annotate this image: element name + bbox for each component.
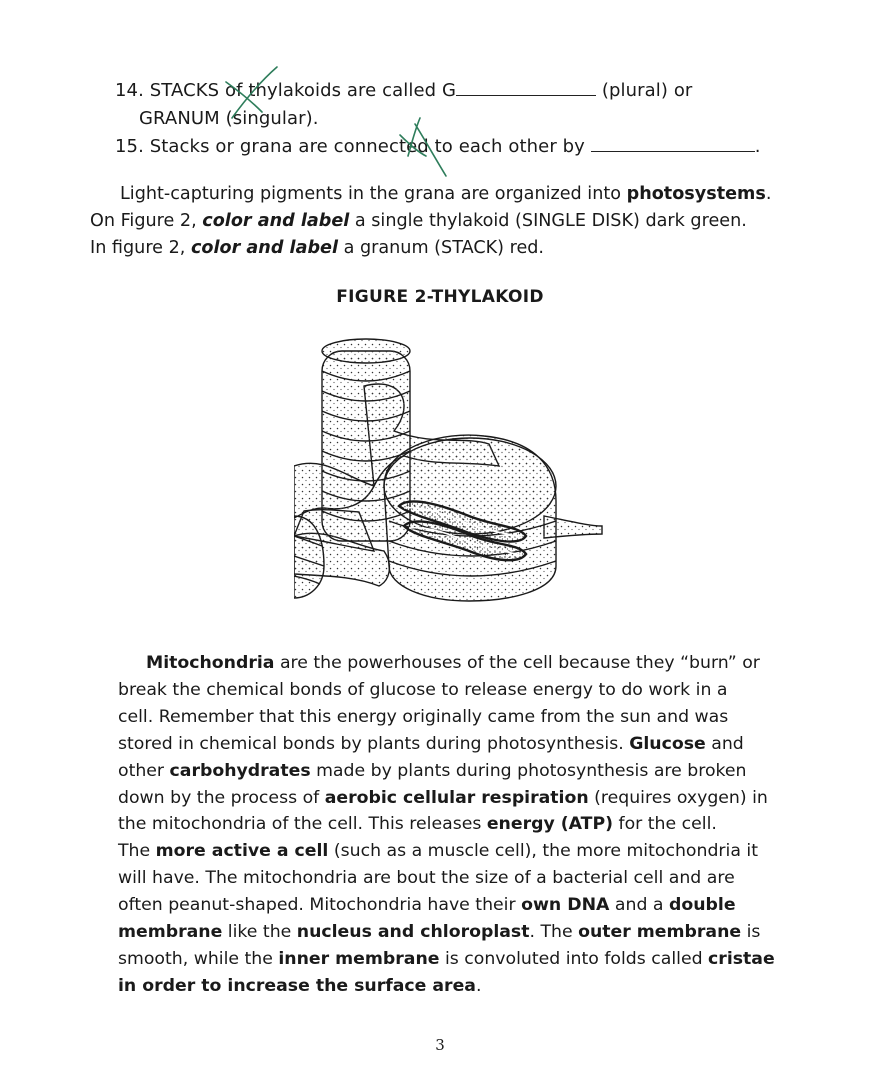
mito-line-11-text: like the <box>222 922 297 943</box>
question-14-text-a: 14. STACKS of thylakoids are called G <box>115 80 457 101</box>
question-14-text-b: (plural) or <box>601 80 693 101</box>
mito-line-4-text: stored in chemical bonds by plants during photosynthesis. <box>118 733 630 754</box>
mito-line-2: break the chemical bonds of glucose to release energy to do work in a <box>118 679 728 700</box>
question-15-text-a: 15. Stacks or grana are connected to each other by <box>115 136 585 157</box>
question-15-text-b: . <box>754 136 761 157</box>
mito-line-7-end: for the cell. <box>613 814 717 835</box>
intro-line-1 <box>90 181 771 208</box>
mito-line-8-text: The <box>118 841 156 862</box>
question-14-line1 <box>115 80 692 101</box>
mito-line-8-end: (such as a muscle cell), the more mitochondria it <box>328 841 758 862</box>
intro-line-3-end: a granum (STACK) red. <box>338 238 545 258</box>
mito-line-13-end: . <box>475 975 482 996</box>
intro-paragraph <box>90 181 771 262</box>
nucleus-chloroplast-term: nucleus and chloroplast <box>296 922 530 943</box>
cristae-term: cristae <box>708 948 775 969</box>
mito-line-11-end: is <box>741 922 761 943</box>
mito-line-1 <box>118 650 818 677</box>
mito-line-7 <box>118 811 818 838</box>
mito-line-10-text: often peanut-shaped. Mitochondria have their <box>118 895 522 916</box>
mito-line-10-mid: and a <box>609 895 670 916</box>
intro-line-2-emphasis: color and label <box>202 211 350 231</box>
mito-line-13 <box>118 973 818 1000</box>
mito-line-6-text: down by the process of <box>118 787 325 808</box>
inner-membrane-term: inner membrane <box>278 948 440 969</box>
mito-line-1-text: are the powerhouses of the cell because they “burn” or <box>274 653 760 673</box>
intro-line-3-text: In figure 2, <box>90 238 191 258</box>
photosystems-term: photosystems <box>626 184 766 204</box>
mito-line-12-mid: is convoluted into folds called <box>439 948 709 969</box>
outer-membrane-term: outer membrane <box>578 922 742 943</box>
intro-line-3-emphasis: color and label <box>190 238 338 258</box>
intro-line-1-text: Light-capturing pigments in the grana are organized into <box>120 184 627 204</box>
mito-line-7-text: the mitochondria of the cell. This releases <box>118 814 487 835</box>
mito-line-4-end: and <box>705 733 744 754</box>
glucose-term: Glucose <box>629 733 706 754</box>
mito-line-8 <box>118 838 818 865</box>
mito-line-6 <box>118 785 818 812</box>
mito-line-12 <box>118 946 818 973</box>
intro-line-2-end: a single thylakoid (SINGLE DISK) dark green. <box>349 211 747 231</box>
mito-line-3: cell. Remember that this energy originally came from the sun and was <box>118 706 729 727</box>
mito-line-5-end: made by plants during photosynthesis are broken <box>310 760 747 781</box>
mito-line-6-end: (requires oxygen) in <box>588 787 768 808</box>
intro-line-2 <box>90 208 771 235</box>
active-cell-term: more active a cell <box>155 841 329 862</box>
mitochondria-term: Mitochondria <box>146 653 275 673</box>
question-14-answer-blank[interactable] <box>456 94 596 96</box>
question-14-line2: GRANUM (singular). <box>139 108 319 129</box>
intro-line-3 <box>90 235 771 262</box>
aerobic-respiration-term: aerobic cellular respiration <box>324 787 589 808</box>
mito-line-11-mid: . The <box>529 922 579 943</box>
mito-line-10 <box>118 892 818 919</box>
question-15-line <box>115 136 761 157</box>
carbohydrates-term: carbohydrates <box>169 760 311 781</box>
figure-title: FIGURE 2-THYLAKOID <box>336 287 544 307</box>
own-dna-term: own DNA <box>521 895 610 916</box>
membrane-term: membrane <box>118 922 223 943</box>
mito-line-4 <box>118 731 818 758</box>
mitochondria-paragraph <box>118 650 818 1000</box>
mito-line-5 <box>118 758 818 785</box>
mito-line-11 <box>118 919 818 946</box>
page-number: 3 <box>435 1036 445 1054</box>
double-term: double <box>669 895 736 916</box>
intro-line-2-text: On Figure 2, <box>90 211 203 231</box>
mito-line-12-text: smooth, while the <box>118 948 279 969</box>
surface-area-term: in order to increase the surface area <box>118 975 476 996</box>
intro-line-1-end: . <box>765 184 772 204</box>
energy-atp-term: energy (ATP) <box>486 814 614 835</box>
thylakoid-figure <box>294 336 604 604</box>
mito-line-5-text: other <box>118 760 170 781</box>
question-15-answer-blank[interactable] <box>591 150 755 152</box>
thylakoid-granum-illustration-icon <box>294 336 604 604</box>
mito-line-9: will have. The mitochondria are bout the size of a bacterial cell and are <box>118 868 735 889</box>
